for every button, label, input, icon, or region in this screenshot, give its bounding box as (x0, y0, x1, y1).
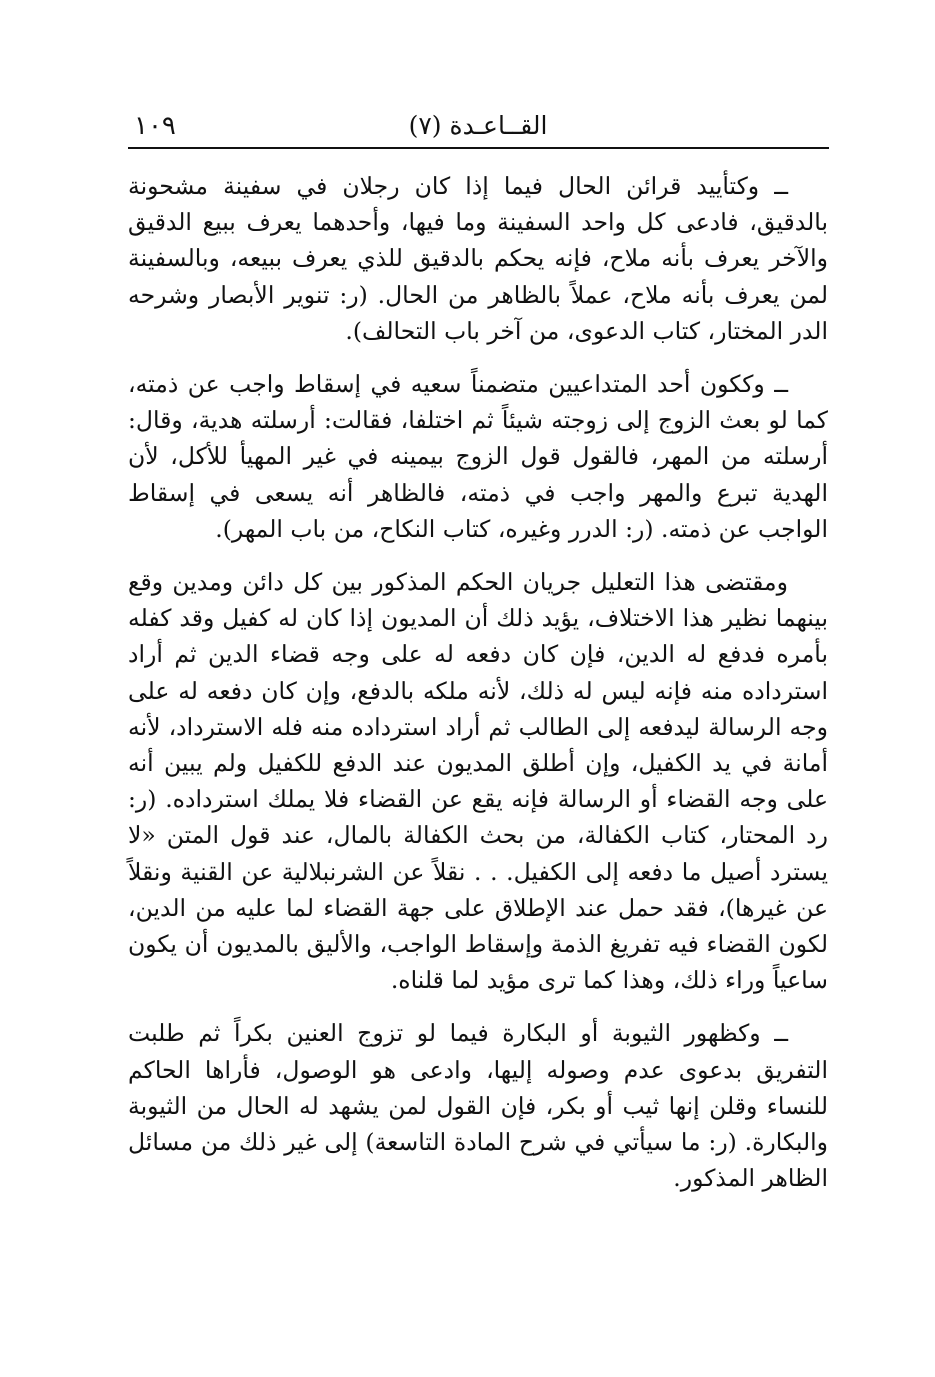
page-number: ١٠٩ (134, 111, 176, 141)
paragraph-virginity: ــ وكظهور الثيوبة أو البكارة فيما لو تزوج العنين بكراً ثم طلبت التفريق بدعوى عدم وصوله إليها، وادعى هو الوصول، فأراها الحاكم للنساء وقلن إنها ثيب أو بكر، فإن القول لمن يشهد له الحال من الثيوبة والبكارة. (ر: ما سيأتي في شرح المادة التاسعة) إلى غير ذلك من مسائل الظاهر المذكور. (128, 1019, 828, 1193)
paragraph-debtor-guarantor: ومقتضى هذا التعليل جريان الحكم المذكور بين كل دائن ومدين وقع بينهما نظير هذا الاختلاف، يؤيد ذلك أن المديون إذا كان له كفيل وقد كفله بأمره فدفع له الدين، فإن كان دفعه له على وجه قضاء الدين ثم أراد استرداده منه فإنه ليس له ذلك، لأنه ملكه بالدفع، وإن كان دفعه له على وجه الرسالة ليدفعه إلى الطالب ثم أراد استرداده منه فله الاسترداد، لأنه أمانة في يد الكفيل، وإن أطلق المديون عند الدفع للكفيل ولم يبين أنه على وجه القضاء أو الرسالة فإنه يقع عن القضاء فلا يملك استرداده. (ر: رد المحتار، كتاب الكفالة، من بحث الكفالة بالمال، عند قول المتن «لا يسترد أصيل ما دفعه إلى الكفيل. . . نقلاً عن الشرنبلالية عن القنية ونقلاً عن غيرها)، فقد حمل عند الإطلاق على جهة القضاء لما عليه من الدين، لكون القضاء فيه تفريغ الذمة وإسقاط الواجب، والأليق بالمديون أن يكون ساعياً وراء ذلك، وهذا كما ترى مؤيد لما قلناه. (128, 568, 828, 995)
paragraph-ship-flour: ــ وكتأييد قرائن الحال فيما إذا كان رجلان في سفينة مشحونة بالدقيق، فادعى كل واحد السفينة وما فيها، وأحدهما يعرف ببيع الدقيق والآخر يعرف بأنه ملاح، فإنه يحكم بالدقيق للذي يعرف ببيعه، وبالسفينة لمن يعرف بأنه ملاح، عملاً بالظاهر من الحال. (ر: تنوير الأبصار وشرحه الدر المختار، كتاب الدعوى، من آخر باب التحالف). (128, 172, 828, 345)
running-header (128, 108, 828, 144)
header-divider (128, 147, 829, 149)
body-text (128, 168, 828, 1213)
paragraph-dowry-gift: ــ وككون أحد المتداعيين متضمناً سعيه في إسقاط واجب عن ذمته، كما لو بعث الزوج إلى زوجته شيئاً ثم اختلفا، فقالت: أرسلته هدية، وقال: أرسلته من المهر، فالقول قول الزوج بيمينه في غير المهيأ للأكل، لأن الهدية تبرع والمهر واجب في ذمته، فالظاهر أنه يسعى في إسقاط الواجب عن ذمته. (ر: الدرر وغيره، كتاب النكاح، من باب المهر). (128, 370, 828, 543)
chapter-title: القــاعـدة (٧) (408, 111, 548, 140)
